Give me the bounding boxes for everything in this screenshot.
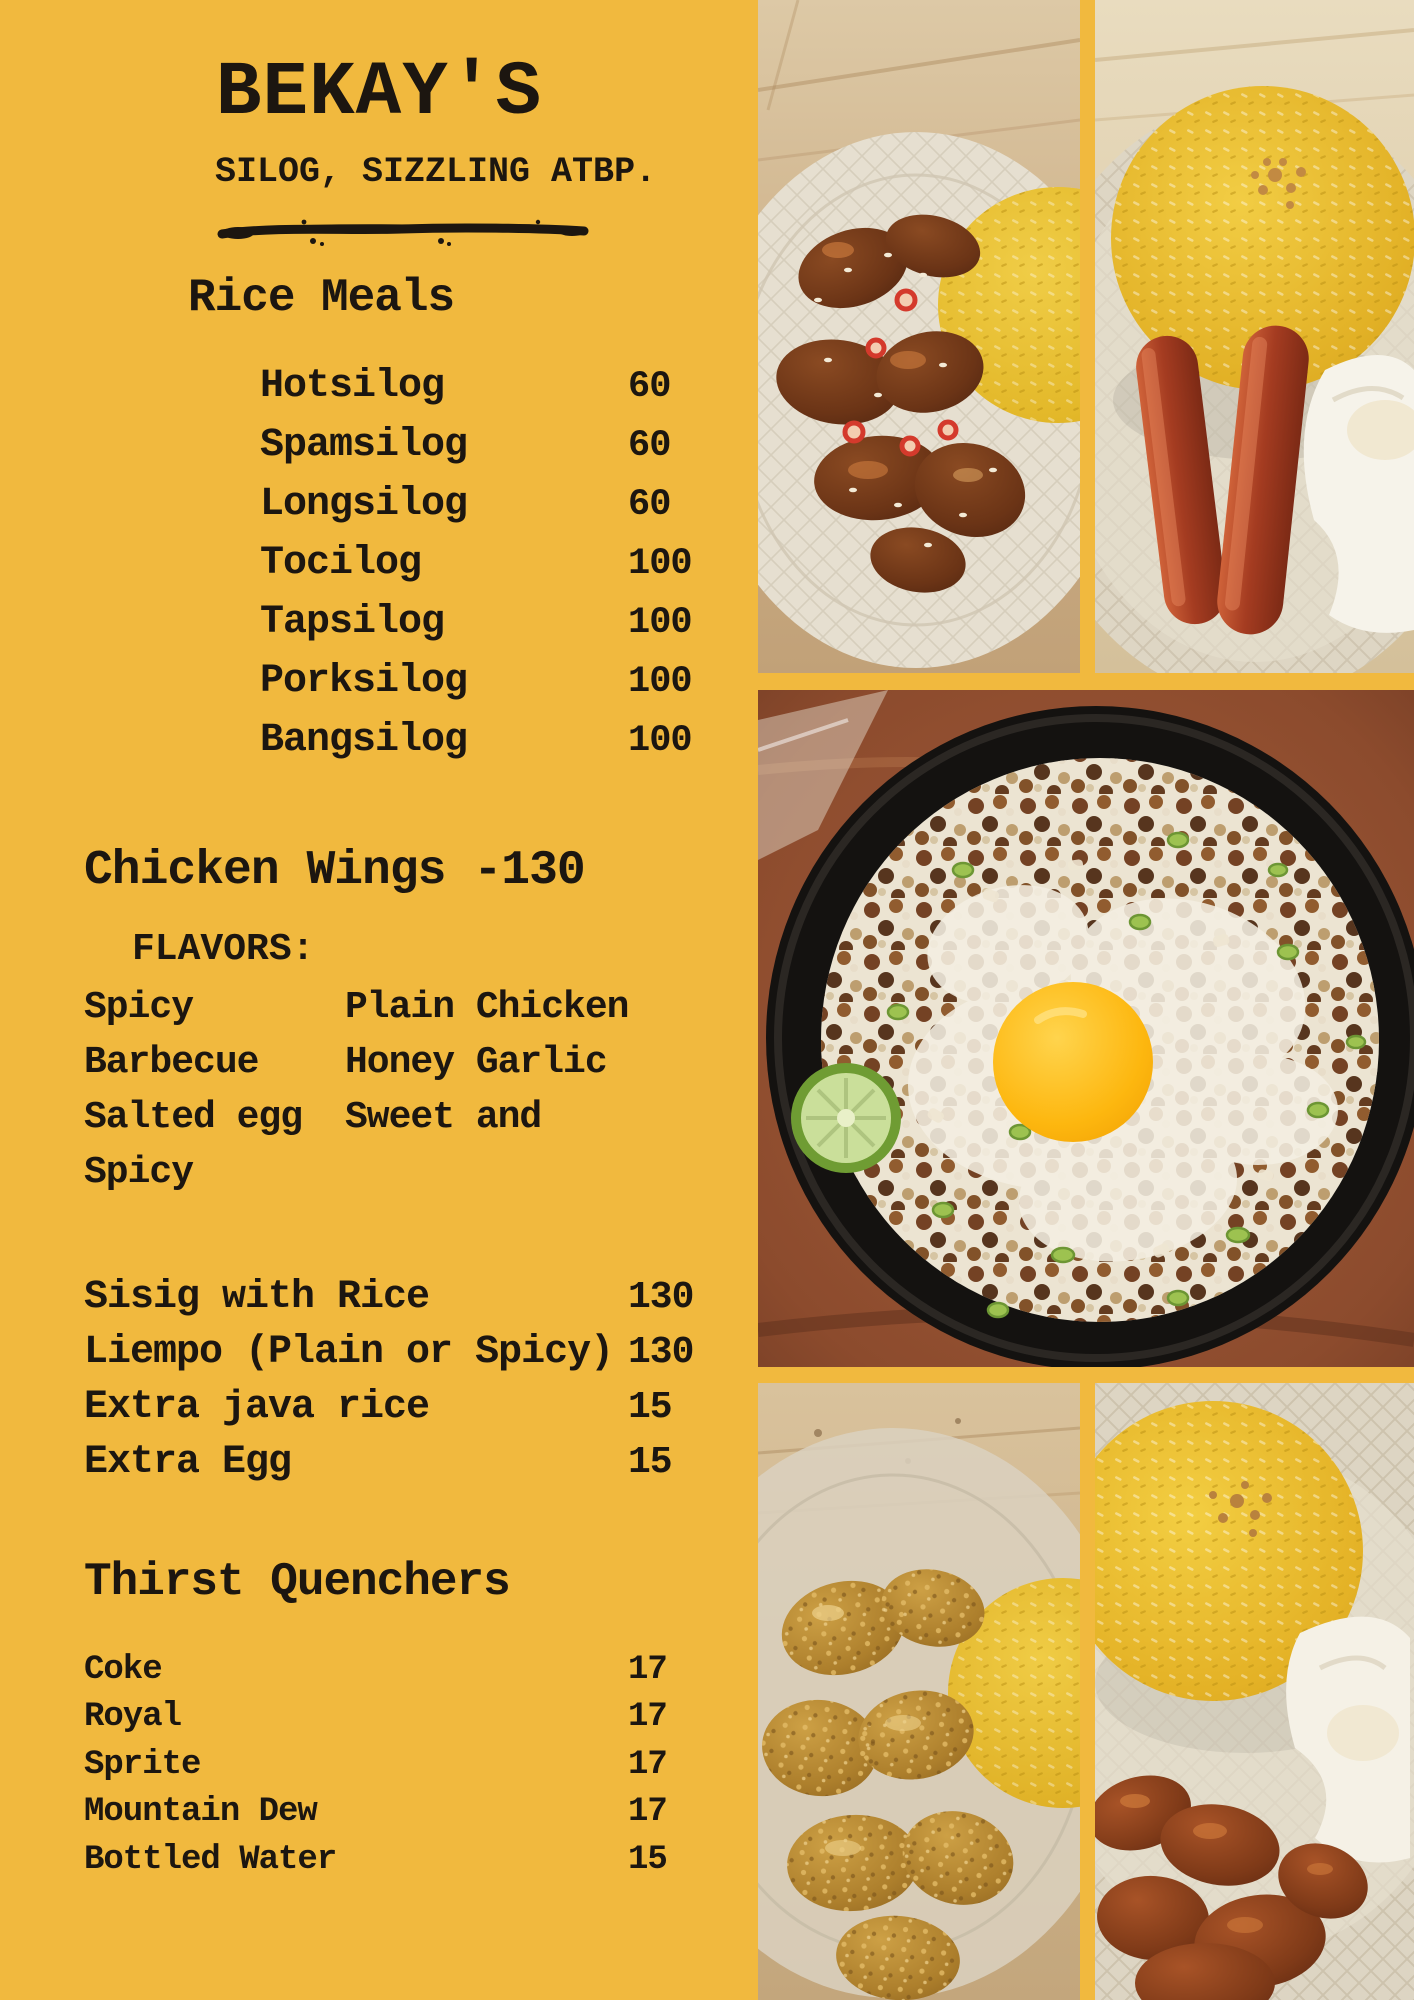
- flavor-item: Barbecue: [84, 1041, 259, 1084]
- item-name: Royal: [84, 1698, 182, 1737]
- menu-item-row: [260, 534, 692, 593]
- flavor-item: Honey Garlic: [345, 1041, 607, 1084]
- brand-tagline: SILOG, SIZZLING ATBP.: [215, 152, 657, 192]
- tocino-java-rice-egg-photo: [1095, 1383, 1414, 2000]
- menu-item-row: [84, 1789, 692, 1837]
- item-name: Longsilog: [260, 482, 468, 527]
- item-name: Extra java rice: [84, 1385, 430, 1430]
- section-title-rice-meals: Rice Meals: [188, 272, 455, 324]
- item-price: 130: [628, 1276, 694, 1319]
- menu-item-row: [84, 1694, 692, 1742]
- flavors-label: FLAVORS:: [132, 928, 315, 971]
- item-price: 100: [628, 719, 692, 762]
- drinks-list: [84, 1646, 692, 1884]
- flavor-item: Spicy: [84, 1151, 194, 1194]
- brand-title: BEKAY'S: [215, 50, 543, 136]
- item-name: Mountain Dew: [84, 1793, 317, 1832]
- flavor-item: Spicy: [84, 986, 194, 1029]
- item-price: 60: [628, 483, 671, 526]
- item-name: Porksilog: [260, 659, 468, 704]
- brush-divider: [216, 216, 592, 246]
- menu-item-row: [84, 1325, 692, 1380]
- section-title-thirst-quenchers: Thirst Quenchers: [84, 1556, 510, 1608]
- glazed-chicken-java-rice-photo: [758, 0, 1080, 673]
- menu-item-row: [84, 1836, 692, 1884]
- flavors-grid: [84, 980, 684, 1200]
- item-price: 100: [628, 542, 692, 585]
- menu-item-row: [260, 475, 692, 534]
- menu-item-row: [84, 1741, 692, 1789]
- menu-item-row: [84, 1270, 692, 1325]
- item-price: 130: [628, 1331, 694, 1374]
- menu-item-row: [260, 357, 692, 416]
- item-price: 17: [628, 1793, 667, 1832]
- chicken-wings-price: -130: [473, 844, 585, 898]
- fried-chicken-java-rice-photo: [758, 1383, 1080, 2000]
- item-name: Hotsilog: [260, 364, 445, 409]
- item-price: 100: [628, 660, 692, 703]
- item-name: Tapsilog: [260, 600, 445, 645]
- item-price: 60: [628, 365, 671, 408]
- item-name: Bottled Water: [84, 1840, 337, 1879]
- item-price: 100: [628, 601, 692, 644]
- menu-item-row: [260, 652, 692, 711]
- flavor-item: Plain Chicken: [345, 986, 629, 1029]
- flavor-row: [84, 1090, 684, 1145]
- rice-meals-list: [260, 357, 692, 770]
- item-name: Spamsilog: [260, 423, 468, 468]
- mains-list: [84, 1270, 692, 1490]
- flavor-item: Sweet and: [345, 1096, 542, 1139]
- flavor-row: [84, 1035, 684, 1090]
- item-name: Sprite: [84, 1745, 201, 1784]
- flavor-item: Salted egg: [84, 1096, 303, 1139]
- menu-item-row: [260, 711, 692, 770]
- chicken-wings-label: Chicken Wings: [84, 844, 446, 898]
- menu-item-row: [84, 1380, 692, 1435]
- item-name: Bangsilog: [260, 718, 468, 763]
- item-price: 15: [628, 1386, 672, 1429]
- item-price: 17: [628, 1745, 667, 1784]
- item-name: Sisig with Rice: [84, 1275, 430, 1320]
- hotdogs-java-rice-egg-photo: [1095, 0, 1414, 673]
- flavor-row: [84, 980, 684, 1035]
- item-price: 17: [628, 1650, 667, 1689]
- item-name: Coke: [84, 1650, 162, 1689]
- menu-item-row: [260, 593, 692, 652]
- item-name: Extra Egg: [84, 1440, 292, 1485]
- menu-item-row: [84, 1646, 692, 1694]
- sisig-skillet-egg-photo: [758, 690, 1414, 1367]
- menu-item-row: [84, 1435, 692, 1490]
- item-price: 15: [628, 1441, 672, 1484]
- item-name: Liempo (Plain or Spicy): [84, 1330, 614, 1375]
- item-price: 17: [628, 1698, 667, 1737]
- item-price: 15: [628, 1840, 667, 1879]
- section-title-chicken-wings: [84, 844, 585, 898]
- menu-item-row: [260, 416, 692, 475]
- item-name: Tocilog: [260, 541, 422, 586]
- item-price: 60: [628, 424, 671, 467]
- flavor-row: [84, 1145, 684, 1200]
